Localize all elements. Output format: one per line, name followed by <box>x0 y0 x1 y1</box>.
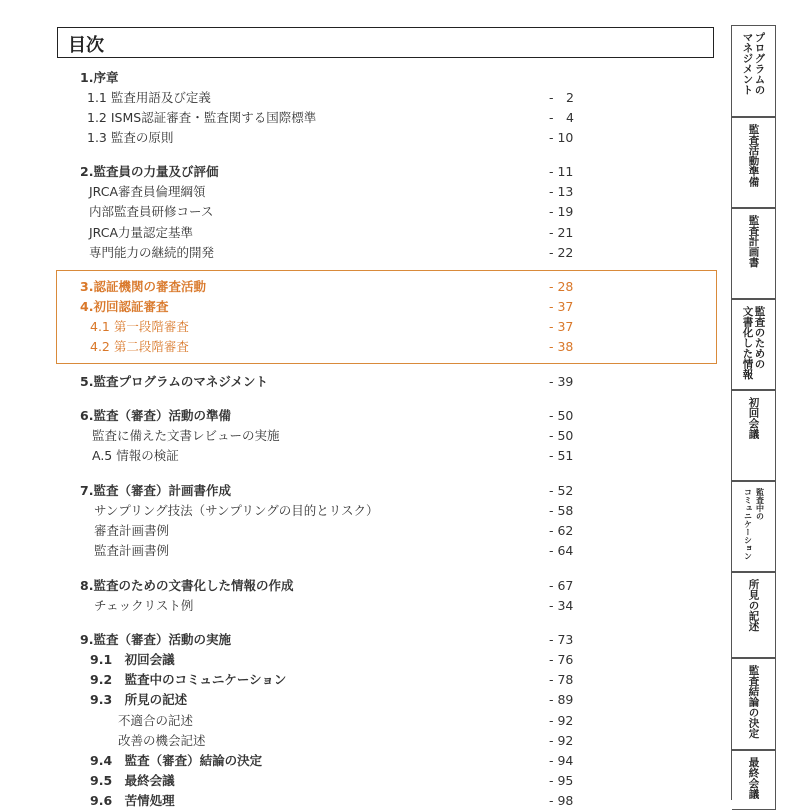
toc-entry[interactable] <box>0 427 700 445</box>
toc-entry-label: 1.序章 <box>80 70 119 85</box>
toc-entry-label: 監査計画書例 <box>94 543 170 558</box>
toc-entry[interactable] <box>0 373 700 391</box>
side-tab-label: プログラムの マネジメント <box>741 32 766 95</box>
toc-entry-label: 9.3 所見の記述 <box>90 692 188 707</box>
toc-entry-page: - 2 <box>549 90 574 105</box>
toc-entry-label: 9.2 監査中のコミュニケーション <box>90 672 287 687</box>
toc-title-box <box>57 27 714 58</box>
toc-entry-label: 4.1 第一段階審査 <box>90 319 189 334</box>
side-tab[interactable] <box>732 25 776 117</box>
side-tab-label: 最終会議 <box>747 757 760 799</box>
toc-entry-label: 1.3 監査の原則 <box>87 130 174 145</box>
toc-entry-page: - 22 <box>549 245 574 260</box>
side-tab[interactable] <box>732 299 776 390</box>
toc-entry-page: - 62 <box>549 523 574 538</box>
toc-entry[interactable] <box>0 244 700 262</box>
toc-entry-page: - 95 <box>549 773 574 788</box>
toc-entry-label: 4.初回認証審査 <box>80 299 169 314</box>
toc-entry[interactable] <box>0 89 700 107</box>
toc-entry-page: - 28 <box>549 279 574 294</box>
toc-entry-page: - 21 <box>549 225 574 240</box>
side-tab[interactable] <box>732 117 776 208</box>
toc-entry-page: - 4 <box>549 110 574 125</box>
toc-entry[interactable] <box>0 691 700 709</box>
toc-entry-label: 専門能力の継続的開発 <box>89 245 215 260</box>
toc-entry-page: - 37 <box>549 299 574 314</box>
toc-entry[interactable] <box>0 183 700 201</box>
side-tab-label: 初回会議 <box>747 397 760 439</box>
side-tab[interactable] <box>732 572 776 658</box>
side-tab[interactable] <box>732 390 776 481</box>
toc-entry-page: - 78 <box>549 672 574 687</box>
toc-entry[interactable] <box>0 752 700 770</box>
toc-entry-label: 内部監査員研修コース <box>89 204 214 219</box>
toc-entry-label: 7.監査（審査）計画書作成 <box>80 483 231 498</box>
page-title: 目次 <box>68 35 104 56</box>
toc-entry[interactable] <box>0 671 700 689</box>
side-tab-label: 監査中の コミュニケーション <box>743 488 765 560</box>
side-tab-label: 監査結論の決定 <box>747 665 760 739</box>
side-tab[interactable] <box>732 658 776 750</box>
toc-entry-label: 9.1 初回会議 <box>90 652 175 667</box>
toc-entry[interactable] <box>0 224 700 242</box>
side-tab-label: 監査活動準備 <box>747 124 760 187</box>
toc-entry[interactable] <box>0 482 700 500</box>
toc-entry[interactable] <box>0 712 700 730</box>
toc-entry-label: 2.監査員の力量及び評価 <box>80 164 219 179</box>
toc-entry[interactable] <box>0 109 700 127</box>
toc-entry[interactable] <box>0 597 700 615</box>
toc-entry-label: 9.5 最終会議 <box>90 773 175 788</box>
toc-entry-page: - 92 <box>549 713 574 728</box>
toc-entry[interactable] <box>0 278 700 296</box>
side-tab-label: 監査のための 文書化した情報 <box>741 306 766 380</box>
side-tab[interactable] <box>732 208 776 299</box>
toc-entry-label: 8.監査のための文書化した情報の作成 <box>80 578 294 593</box>
toc-entry-page: - 73 <box>549 632 574 647</box>
toc-entry-page: - 11 <box>549 164 574 179</box>
toc-entry-label: 1.2 ISMS認証審査・監査関する国際標準 <box>87 110 317 125</box>
toc-entry-page: - 98 <box>549 793 574 808</box>
side-tab-label: 監査計画書 <box>747 215 760 268</box>
toc-entry[interactable] <box>0 631 700 649</box>
toc-entry-page: - 38 <box>549 339 574 354</box>
toc-entry-page: - 51 <box>549 448 574 463</box>
side-tab[interactable] <box>732 481 776 572</box>
toc-entry-label: 審査計画書例 <box>94 523 170 538</box>
toc-entry[interactable] <box>0 792 700 810</box>
toc-entry[interactable] <box>0 407 700 425</box>
toc-entry-label: 3.認証機関の審査活動 <box>80 279 206 294</box>
toc-entry-page: - 67 <box>549 578 574 593</box>
toc-entry-page: - 64 <box>549 543 574 558</box>
toc-entry[interactable] <box>0 69 700 87</box>
toc-entry-page: - 52 <box>549 483 574 498</box>
toc-entry-page: - 58 <box>549 503 574 518</box>
toc-entry-page: - 76 <box>549 652 574 667</box>
toc-entry[interactable] <box>0 772 700 790</box>
toc-entry[interactable] <box>0 447 700 465</box>
toc-entry[interactable] <box>0 577 700 595</box>
toc-entry-label: JRCA力量認定基準 <box>89 225 194 240</box>
toc-entry-label: 改善の機会記述 <box>118 733 206 748</box>
toc-entry-label: A.5 情報の検証 <box>92 448 179 463</box>
toc-entry-page: - 89 <box>549 692 574 707</box>
toc-entry[interactable] <box>0 129 700 147</box>
toc-entry-page: - 13 <box>549 184 574 199</box>
toc-entry[interactable] <box>0 502 700 520</box>
toc-entry[interactable] <box>0 542 700 560</box>
side-tab-label: 所見の記述 <box>747 579 760 632</box>
toc-entry-label: サンプリング技法（サンプリングの目的とリスク） <box>94 503 379 518</box>
toc-entry-label: JRCA審査員倫理綱領 <box>89 184 206 199</box>
toc-entry-label: 6.監査（審査）活動の準備 <box>80 408 231 423</box>
toc-entry-page: - 50 <box>549 428 574 443</box>
toc-entry-page: - 39 <box>549 374 574 389</box>
toc-entry[interactable] <box>0 203 700 221</box>
toc-entry[interactable] <box>0 318 700 336</box>
toc-entry[interactable] <box>0 163 700 181</box>
toc-entry-label: 9.6 苦情処理 <box>90 793 175 808</box>
toc-entry-page: - 34 <box>549 598 574 613</box>
toc-entry-page: - 19 <box>549 204 574 219</box>
side-tab[interactable] <box>732 750 776 810</box>
toc-entry[interactable] <box>0 732 700 750</box>
toc-entry[interactable] <box>0 651 700 669</box>
toc-entry-label: 監査に備えた文書レビューの実施 <box>92 428 280 443</box>
toc-entry-label: 4.2 第二段階審査 <box>90 339 189 354</box>
toc-entry-label: 1.1 監査用語及び定義 <box>87 90 211 105</box>
toc-entry-page: - 50 <box>549 408 574 423</box>
toc-entry-label: 9.4 監査（審査）結論の決定 <box>90 753 263 768</box>
toc-entry-page: - 94 <box>549 753 574 768</box>
toc-entry-label: 不適合の記述 <box>118 713 194 728</box>
toc-entry-page: - 37 <box>549 319 574 334</box>
toc-entry-page: - 10 <box>549 130 574 145</box>
toc-entry[interactable] <box>0 298 700 316</box>
toc-entry-label: チェックリスト例 <box>94 598 194 613</box>
toc-entry-label: 5.監査プログラムのマネジメント <box>80 374 268 389</box>
toc-entry[interactable] <box>0 338 700 356</box>
toc-entry-label: 9.監査（審査）活動の実施 <box>80 632 231 647</box>
toc-entry[interactable] <box>0 522 700 540</box>
toc-entry-page: - 92 <box>549 733 574 748</box>
